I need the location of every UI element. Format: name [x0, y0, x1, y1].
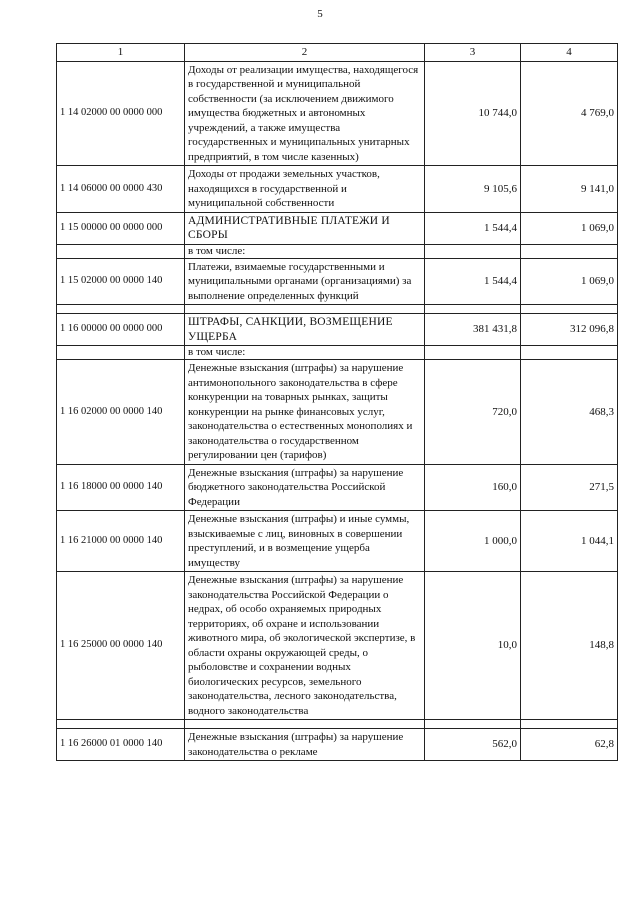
revenue-table	[56, 43, 618, 761]
column-header: 4	[521, 44, 618, 62]
amount-col3: 10,0	[425, 572, 521, 720]
budget-code: 1 16 02000 00 0000 140	[57, 360, 185, 465]
amount-col4: 468,3	[521, 360, 618, 465]
budget-code: 1 16 26000 01 0000 140	[57, 729, 185, 761]
budget-code: 1 16 25000 00 0000 140	[57, 572, 185, 720]
amount-col4: 148,8	[521, 572, 618, 720]
amount-col3	[425, 346, 521, 360]
amount-col4: 271,5	[521, 464, 618, 511]
amount-col4: 1 044,1	[521, 511, 618, 572]
budget-code	[57, 244, 185, 258]
amount-col4: 312 096,8	[521, 314, 618, 346]
amount-col3: 10 744,0	[425, 61, 521, 166]
row-description: в том числе:	[185, 244, 425, 258]
budget-code: 1 15 02000 00 0000 140	[57, 258, 185, 305]
amount-col4	[521, 346, 618, 360]
budget-code	[57, 346, 185, 360]
table-row	[57, 511, 618, 572]
amount-col3: 381 431,8	[425, 314, 521, 346]
budget-code: 1 15 00000 00 0000 000	[57, 212, 185, 244]
table-row	[57, 572, 618, 720]
budget-code: 1 16 21000 00 0000 140	[57, 511, 185, 572]
row-description: Денежные взыскания (штрафы) за нарушение антимонопольного законодательства в сфере конкуренции на товарных рынках, защиты конкуренции на рынке финансовых услуг, законодательства о естественных монополиях и законодательства о государственном регулировании цен (тарифов)	[185, 360, 425, 465]
amount-col3: 9 105,6	[425, 166, 521, 213]
amount-col3	[425, 244, 521, 258]
table-row	[57, 360, 618, 465]
amount-col4: 1 069,0	[521, 258, 618, 305]
budget-code: 1 14 06000 00 0000 430	[57, 166, 185, 213]
column-header-row	[57, 44, 618, 62]
budget-code: 1 14 02000 00 0000 000	[57, 61, 185, 166]
table-row	[57, 464, 618, 511]
table-spacer-row	[57, 305, 618, 314]
column-header: 3	[425, 44, 521, 62]
table-spacer-row	[57, 720, 618, 729]
amount-col4: 9 141,0	[521, 166, 618, 213]
row-description: Денежные взыскания (штрафы) за нарушение законодательства Российской Федерации о недрах, об особо охраняемых природных территориях, об охране и использовании животного мира, об экологической экспертизе, в области охраны окружающей среды, о рыболовстве и сохранении водных биологических ресурсов, земельного законодательства, лесного законодательства, водного законодательства	[185, 572, 425, 720]
row-description: Денежные взыскания (штрафы) за нарушение бюджетного законодательства Российской Федерации	[185, 464, 425, 511]
table-row-including	[57, 346, 618, 360]
row-description: Доходы от реализации имущества, находящегося в государственной и муниципальной собственности (за исключением движимого имущества бюджетных и автономных учреждений, а также имущества государственных и муниципальных унитарных предприятий, в том числе казенных)	[185, 61, 425, 166]
amount-col4	[521, 244, 618, 258]
table-row	[57, 314, 618, 346]
amount-col3: 1 544,4	[425, 258, 521, 305]
row-description: Денежные взыскания (штрафы) за нарушение законодательства о рекламе	[185, 729, 425, 761]
table-row	[57, 166, 618, 213]
table-row-including	[57, 244, 618, 258]
amount-col3: 160,0	[425, 464, 521, 511]
amount-col3: 1 544,4	[425, 212, 521, 244]
page-number: 5	[317, 8, 323, 20]
table-row	[57, 212, 618, 244]
amount-col4: 1 069,0	[521, 212, 618, 244]
column-header: 2	[185, 44, 425, 62]
amount-col4: 62,8	[521, 729, 618, 761]
budget-code: 1 16 18000 00 0000 140	[57, 464, 185, 511]
row-description: Денежные взыскания (штрафы) и иные суммы, взыскиваемые с лиц, виновных в совершении преступлений, и в возмещение ущерба имуществу	[185, 511, 425, 572]
row-description: Платежи, взимаемые государственными и муниципальными органами (организациями) за выполнение определенных функций	[185, 258, 425, 305]
amount-col3: 720,0	[425, 360, 521, 465]
amount-col4: 4 769,0	[521, 61, 618, 166]
table-row	[57, 258, 618, 305]
amount-col3: 562,0	[425, 729, 521, 761]
row-description: ШТРАФЫ, САНКЦИИ, ВОЗМЕЩЕНИЕ УЩЕРБА	[185, 314, 425, 346]
table-row	[57, 61, 618, 166]
row-description: АДМИНИСТРАТИВНЫЕ ПЛАТЕЖИ И СБОРЫ	[185, 212, 425, 244]
row-description: в том числе:	[185, 346, 425, 360]
table-row	[57, 729, 618, 761]
budget-code: 1 16 00000 00 0000 000	[57, 314, 185, 346]
amount-col3: 1 000,0	[425, 511, 521, 572]
column-header: 1	[57, 44, 185, 62]
row-description: Доходы от продажи земельных участков, находящихся в государственной и муниципальной собственности	[185, 166, 425, 213]
